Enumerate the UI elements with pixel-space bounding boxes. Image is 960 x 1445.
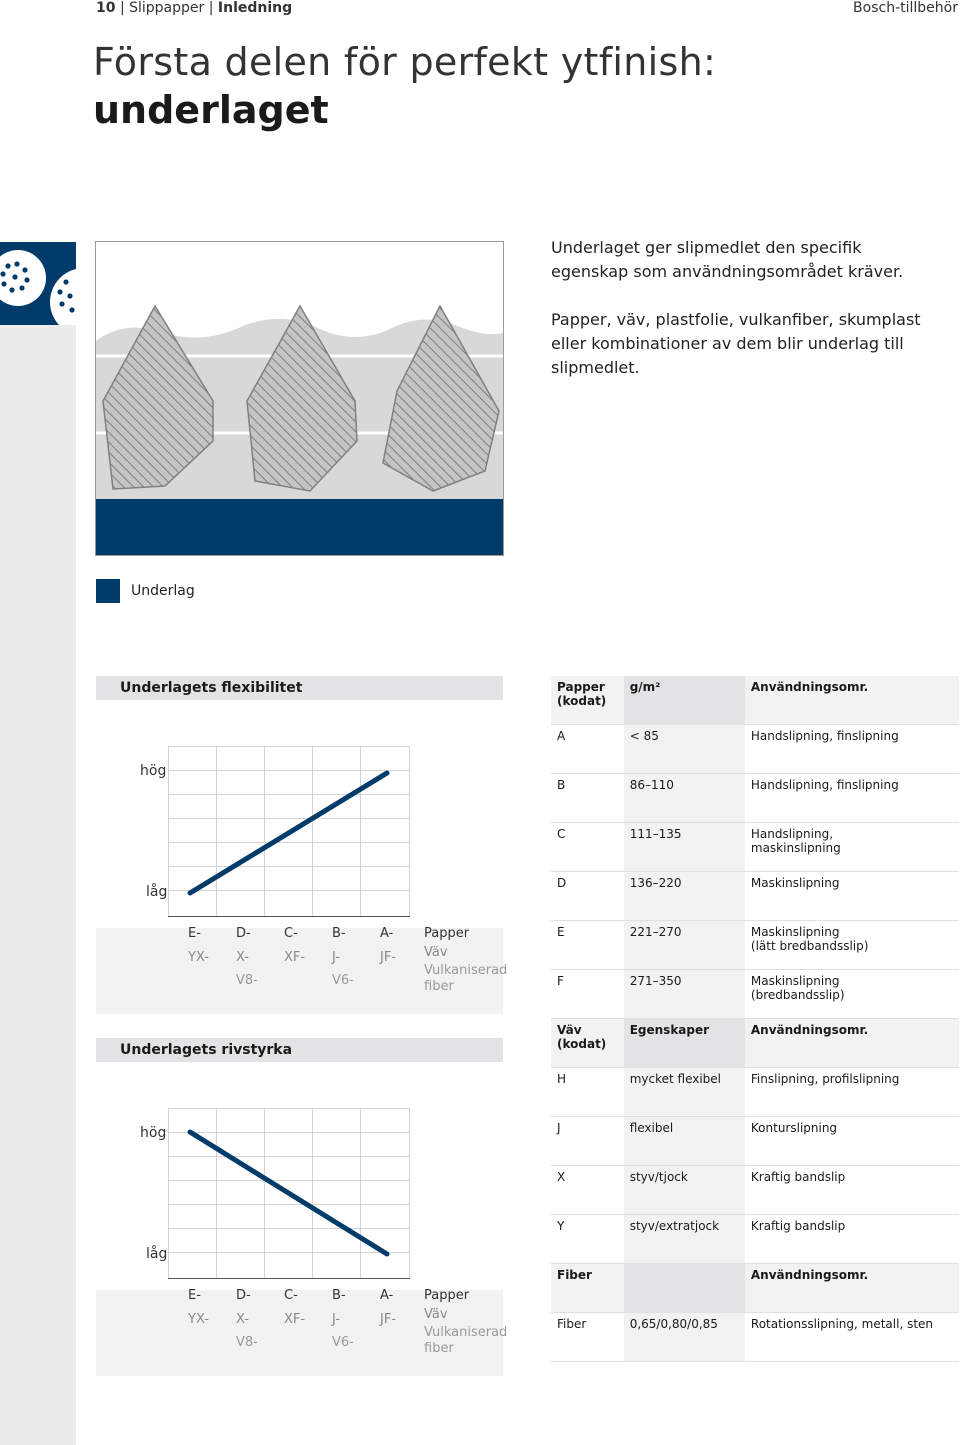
table-row — [551, 921, 959, 970]
legend-swatch — [96, 579, 120, 603]
strength-label: B- — [332, 1288, 346, 1303]
strength-label: V6- — [332, 1335, 354, 1350]
table-row-cell: Konturslipning — [745, 1117, 959, 1166]
strength-y-high: hög — [140, 1125, 167, 1141]
strength-chart-grid — [168, 1108, 410, 1280]
table-row — [551, 774, 959, 823]
table-header-vav — [551, 1019, 959, 1068]
flex-label: A- — [380, 926, 394, 941]
table-row — [551, 1068, 959, 1117]
table-row-cell: B — [551, 774, 624, 823]
flex-label: D- — [236, 926, 251, 941]
flex-chart-title: Underlagets flexibilitet — [120, 680, 303, 696]
flex-legend-papper: Papper — [424, 926, 470, 941]
table-row-cell: 221–270 — [624, 921, 745, 970]
table-row-cell: Kraftig bandslip — [745, 1215, 959, 1264]
table-row-cell: X — [551, 1166, 624, 1215]
flex-label: B- — [332, 926, 346, 941]
intro-paragraph-1: Underlaget ger slipmedlet den specifik egenskap som användningsområdet kräver. — [551, 238, 904, 281]
table-row — [551, 1166, 959, 1215]
table-row-cell: Fiber — [551, 1313, 624, 1362]
table-row-cell: J — [551, 1117, 624, 1166]
strength-chart-title: Underlagets rivstyrka — [120, 1042, 293, 1058]
flex-y-low: låg — [146, 884, 168, 900]
table-row — [551, 725, 959, 774]
table-row-cell: Handslipning, finslipning — [745, 725, 959, 774]
table-row-cell: 111–135 — [624, 823, 745, 872]
page-number: 10 — [96, 0, 116, 16]
strength-label: A- — [380, 1288, 394, 1303]
strength-y-low: låg — [146, 1246, 168, 1262]
flex-label: YX- — [188, 950, 209, 965]
strength-label: J- — [332, 1312, 341, 1327]
table-row-cell: H — [551, 1068, 624, 1117]
table-row-cell: Handslipning, maskinslipning — [745, 823, 959, 872]
table-row-cell: Y — [551, 1215, 624, 1264]
table-row-cell: F — [551, 970, 624, 1019]
strength-label: E- — [188, 1288, 201, 1303]
header-separator: | — [119, 0, 125, 16]
left-margin-band — [0, 242, 76, 1445]
flex-label: V6- — [332, 973, 354, 988]
table-row-cell: Handslipning, finslipning — [745, 774, 959, 823]
table-row-cell: 136–220 — [624, 872, 745, 921]
sanding-disc-icon — [0, 242, 76, 325]
header-brand: Bosch-tillbehör — [853, 0, 958, 16]
table-row-cell: styv/extratjock — [624, 1215, 745, 1264]
strength-label: YX- — [188, 1312, 209, 1327]
table-row-cell: styv/tjock — [624, 1166, 745, 1215]
flex-y-high: hög — [140, 763, 167, 779]
flex-legend-fiber: Vulkaniserad fiber — [424, 963, 508, 994]
strength-label: C- — [284, 1288, 298, 1303]
intro-paragraph-2: Papper, väv, plastfolie, vulkanfiber, skumplast eller kombinationer av dem blir underlag till slipmedlet. — [551, 310, 921, 377]
strength-trend-line — [190, 1132, 387, 1254]
running-header — [96, 0, 292, 16]
strength-legend-fiber: Vulkaniserad fiber — [424, 1325, 508, 1356]
table-row-cell: E — [551, 921, 624, 970]
strength-label: X- — [236, 1312, 249, 1327]
table-row-cell: C — [551, 823, 624, 872]
strength-label: D- — [236, 1288, 251, 1303]
table-row — [551, 970, 959, 1019]
table-header-papper-cell: Papper (kodat) — [551, 676, 624, 725]
table-header-fiber — [551, 1264, 959, 1313]
table-row-cell: mycket flexibel — [624, 1068, 745, 1117]
flex-label: J- — [332, 950, 341, 965]
table-header-vav-cell: Egenskaper — [624, 1019, 745, 1068]
flex-label: X- — [236, 950, 249, 965]
table-row — [551, 1313, 959, 1362]
table-row-cell: A — [551, 725, 624, 774]
table-row-cell: 0,65/0,80/0,85 — [624, 1313, 745, 1362]
header-chapter: Inledning — [217, 0, 293, 16]
strength-legend-vav: Väv — [424, 1307, 448, 1322]
strength-label: V8- — [236, 1335, 258, 1350]
abrasive-grain-illustration — [95, 241, 504, 556]
strength-label: XF- — [284, 1312, 306, 1327]
flex-chart-grid — [168, 746, 410, 918]
table-header-fiber-cell — [624, 1264, 745, 1313]
table-row — [551, 823, 959, 872]
table-header-fiber-cell: Fiber — [551, 1264, 624, 1313]
table-row-cell: Finslipning, profilslipning — [745, 1068, 959, 1117]
legend-label: Underlag — [131, 583, 195, 599]
strength-label: JF- — [380, 1312, 397, 1327]
header-separator: | — [208, 0, 214, 16]
flex-label: E- — [188, 926, 201, 941]
table-row-cell: Maskinslipning (bredbandsslip) — [745, 970, 959, 1019]
table-row-cell: 86–110 — [624, 774, 745, 823]
flex-label: C- — [284, 926, 298, 941]
table-header-vav-cell: Användningsomr. — [745, 1019, 959, 1068]
specification-table — [551, 676, 959, 1362]
flex-label: JF- — [380, 950, 397, 965]
table-header-papper-cell: Användningsomr. — [745, 676, 959, 725]
table-row-cell: 271–350 — [624, 970, 745, 1019]
table-header-papper-cell: g/m² — [624, 676, 745, 725]
table-row-cell: flexibel — [624, 1117, 745, 1166]
table-row-cell: Maskinslipning — [745, 872, 959, 921]
table-row — [551, 872, 959, 921]
header-section: Slippapper — [129, 0, 205, 16]
flex-label: XF- — [284, 950, 306, 965]
table-row-cell: Maskinslipning (lätt bredbandsslip) — [745, 921, 959, 970]
flex-trend-line — [190, 773, 387, 893]
table-row-cell: Rotationsslipning, metall, sten — [745, 1313, 959, 1362]
flex-label: V8- — [236, 973, 258, 988]
page-title-bold: underlaget — [93, 88, 329, 132]
table-header-vav-cell: Väv (kodat) — [551, 1019, 624, 1068]
table-row-cell: D — [551, 872, 624, 921]
table-row-cell: Kraftig bandslip — [745, 1166, 959, 1215]
page-title: Första delen för perfekt ytfinish: — [93, 40, 717, 84]
strength-legend-papper: Papper — [424, 1288, 470, 1303]
table-header-fiber-cell: Användningsomr. — [745, 1264, 959, 1313]
table-header-papper — [551, 676, 959, 725]
flex-legend-vav: Väv — [424, 945, 448, 960]
table-row-cell: < 85 — [624, 725, 745, 774]
table-row — [551, 1117, 959, 1166]
table-row — [551, 1215, 959, 1264]
